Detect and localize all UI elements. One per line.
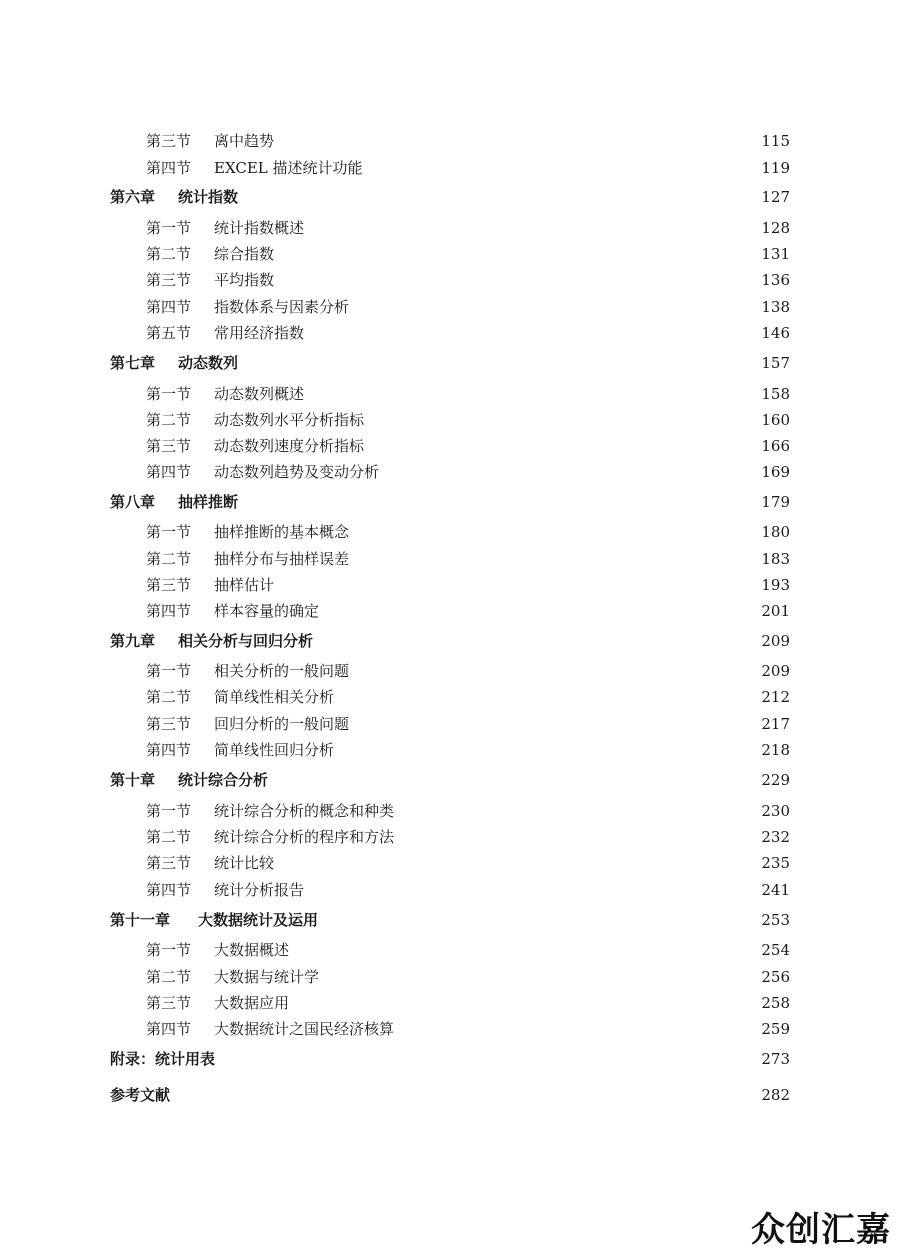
section-number: 第一节 xyxy=(146,385,192,403)
dot-leader xyxy=(370,435,753,457)
toc-section-entry[interactable] xyxy=(0,992,899,1014)
chapter-title: 统计综合分析 xyxy=(178,771,269,789)
section-number: 第二节 xyxy=(146,245,192,263)
section-title: 动态数列趋势及变动分析 xyxy=(214,463,380,481)
page-number: 179 xyxy=(761,493,790,511)
dot-leader xyxy=(221,1048,753,1070)
section-number: 第二节 xyxy=(146,550,192,568)
section-title: 综合指数 xyxy=(214,245,275,263)
toc-section-entry[interactable] xyxy=(0,243,899,265)
page-number: 157 xyxy=(761,354,790,372)
section-number: 第二节 xyxy=(146,968,192,986)
dot-leader xyxy=(310,383,753,405)
page-number: 235 xyxy=(761,854,790,872)
section-number: 第二节 xyxy=(146,828,192,846)
page-number: 232 xyxy=(761,828,790,846)
section-number: 第四节 xyxy=(146,159,192,177)
dot-leader xyxy=(310,879,753,901)
watermark-logo: 众创汇嘉 xyxy=(751,1210,891,1250)
section-number: 第三节 xyxy=(146,437,192,455)
toc-section-entry[interactable] xyxy=(0,600,899,622)
dot-leader xyxy=(280,574,753,596)
toc-section-entry[interactable] xyxy=(0,296,899,318)
section-title: 大数据概述 xyxy=(214,941,290,959)
section-number: 第四节 xyxy=(146,463,192,481)
page-number: 169 xyxy=(761,463,790,481)
dot-leader xyxy=(280,852,753,874)
section-number: 第三节 xyxy=(146,576,192,594)
page-number: 115 xyxy=(761,132,790,150)
section-number: 第四节 xyxy=(146,602,192,620)
section-number: 第一节 xyxy=(146,219,192,237)
dot-leader xyxy=(244,352,753,374)
page-number: 138 xyxy=(761,298,790,316)
dot-leader xyxy=(385,461,753,483)
toc-section-entry[interactable] xyxy=(0,879,899,901)
toc-section-entry[interactable] xyxy=(0,269,899,291)
chapter-title: 统计指数 xyxy=(178,188,239,206)
page-number: 212 xyxy=(761,688,790,706)
toc-section-entry[interactable] xyxy=(0,826,899,848)
toc-chapter-entry[interactable] xyxy=(0,909,899,931)
dot-leader xyxy=(324,909,753,931)
page-number: 136 xyxy=(761,271,790,289)
section-number: 第三节 xyxy=(146,271,192,289)
page-number: 127 xyxy=(761,188,790,206)
toc-section-entry[interactable] xyxy=(0,130,899,152)
page-number: 282 xyxy=(761,1086,790,1104)
section-title: 指数体系与因素分析 xyxy=(214,298,350,316)
toc-section-entry[interactable] xyxy=(0,461,899,483)
dot-leader xyxy=(355,713,753,735)
section-title: 大数据统计之国民经济核算 xyxy=(214,1020,395,1038)
dot-leader xyxy=(295,939,753,961)
dot-leader xyxy=(355,548,753,570)
dot-leader xyxy=(280,130,753,152)
section-title: 统计分析报告 xyxy=(214,881,305,899)
page-number: 158 xyxy=(761,385,790,403)
toc-chapter-entry[interactable] xyxy=(0,352,899,374)
page-number: 254 xyxy=(761,941,790,959)
chapter-title: 动态数列 xyxy=(178,354,239,372)
page-number: 229 xyxy=(761,771,790,789)
dot-leader xyxy=(370,409,753,431)
section-number: 第四节 xyxy=(146,881,192,899)
section-number: 第一节 xyxy=(146,523,192,541)
section-number: 第四节 xyxy=(146,1020,192,1038)
page-number: 256 xyxy=(761,968,790,986)
page-number: 183 xyxy=(761,550,790,568)
dot-leader xyxy=(400,1018,753,1040)
chapter-number: 第十章 xyxy=(110,771,156,789)
page-number: 193 xyxy=(761,576,790,594)
section-number: 第四节 xyxy=(146,741,192,759)
toc-chapter-entry[interactable] xyxy=(0,1048,899,1070)
section-title: EXCEL 描述统计功能 xyxy=(214,159,363,177)
dot-leader xyxy=(310,322,753,344)
section-number: 第三节 xyxy=(146,854,192,872)
page-number: 146 xyxy=(761,324,790,342)
dot-leader xyxy=(325,600,753,622)
dot-leader xyxy=(176,1084,753,1106)
section-title: 相关分析的一般问题 xyxy=(214,662,350,680)
section-number: 第三节 xyxy=(146,715,192,733)
dot-leader xyxy=(400,826,753,848)
dot-leader xyxy=(280,243,753,265)
section-title: 简单线性回归分析 xyxy=(214,741,335,759)
section-title: 大数据应用 xyxy=(214,994,290,1012)
section-number: 第二节 xyxy=(146,688,192,706)
toc-section-entry[interactable] xyxy=(0,217,899,239)
section-title: 常用经济指数 xyxy=(214,324,305,342)
page-number: 218 xyxy=(761,741,790,759)
toc-section-entry[interactable] xyxy=(0,548,899,570)
section-title: 离中趋势 xyxy=(214,132,275,150)
page-number: 258 xyxy=(761,994,790,1012)
page-number: 119 xyxy=(761,159,790,177)
section-title: 回归分析的一般问题 xyxy=(214,715,350,733)
chapter-number: 第六章 xyxy=(110,188,156,206)
page-number: 253 xyxy=(761,911,790,929)
section-title: 动态数列水平分析指标 xyxy=(214,411,365,429)
section-title: 样本容量的确定 xyxy=(214,602,320,620)
chapter-number: 第十一章 xyxy=(110,911,171,929)
toc-section-entry[interactable] xyxy=(0,157,899,179)
dot-leader xyxy=(369,157,753,179)
toc-section-entry[interactable] xyxy=(0,1018,899,1040)
toc-section-entry[interactable] xyxy=(0,435,899,457)
toc-chapter-entry[interactable] xyxy=(0,186,899,208)
section-title: 动态数列概述 xyxy=(214,385,305,403)
section-title: 抽样推断的基本概念 xyxy=(214,523,350,541)
page-number: 230 xyxy=(761,802,790,820)
section-number: 第一节 xyxy=(146,802,192,820)
page-number: 180 xyxy=(761,523,790,541)
page-number: 166 xyxy=(761,437,790,455)
chapter-title: 相关分析与回归分析 xyxy=(178,632,314,650)
dot-leader xyxy=(355,296,753,318)
dot-leader xyxy=(319,630,753,652)
toc-section-entry[interactable] xyxy=(0,939,899,961)
chapter-number: 第七章 xyxy=(110,354,156,372)
section-number: 第三节 xyxy=(146,994,192,1012)
page-number: 241 xyxy=(761,881,790,899)
dot-leader xyxy=(244,186,753,208)
toc-chapter-entry[interactable] xyxy=(0,491,899,513)
dot-leader xyxy=(355,660,753,682)
page-number: 131 xyxy=(761,245,790,263)
section-number: 第五节 xyxy=(146,324,192,342)
toc-chapter-entry[interactable] xyxy=(0,1084,899,1106)
chapter-number: 第八章 xyxy=(110,493,156,511)
dot-leader xyxy=(295,992,753,1014)
section-title: 抽样分布与抽样误差 xyxy=(214,550,350,568)
section-title: 统计综合分析的程序和方法 xyxy=(214,828,395,846)
page-number: 209 xyxy=(761,632,790,650)
toc-section-entry[interactable] xyxy=(0,713,899,735)
toc-chapter-entry[interactable] xyxy=(0,769,899,791)
chapter-title: 大数据统计及运用 xyxy=(198,911,319,929)
toc-chapter-entry[interactable] xyxy=(0,630,899,652)
dot-leader xyxy=(325,966,753,988)
toc-section-entry[interactable] xyxy=(0,383,899,405)
dot-leader xyxy=(340,739,753,761)
dot-leader xyxy=(280,269,753,291)
section-title: 动态数列速度分析指标 xyxy=(214,437,365,455)
section-title: 简单线性相关分析 xyxy=(214,688,335,706)
page-number: 128 xyxy=(761,219,790,237)
chapter-title: 抽样推断 xyxy=(178,493,239,511)
section-title: 统计指数概述 xyxy=(214,219,305,237)
page-number: 201 xyxy=(761,602,790,620)
toc-section-entry[interactable] xyxy=(0,800,899,822)
section-title: 抽样估计 xyxy=(214,576,275,594)
toc-section-entry[interactable] xyxy=(0,322,899,344)
page-number: 160 xyxy=(761,411,790,429)
section-title: 统计比较 xyxy=(214,854,275,872)
page-number: 273 xyxy=(761,1050,790,1068)
toc-section-entry[interactable] xyxy=(0,409,899,431)
toc-section-entry[interactable] xyxy=(0,660,899,682)
toc-section-entry[interactable] xyxy=(0,686,899,708)
chapter-title: 附录：统计用表 xyxy=(110,1050,216,1068)
page-number: 217 xyxy=(761,715,790,733)
section-title: 统计综合分析的概念和种类 xyxy=(214,802,395,820)
dot-leader xyxy=(310,217,753,239)
section-title: 平均指数 xyxy=(214,271,275,289)
toc-section-entry[interactable] xyxy=(0,739,899,761)
section-title: 大数据与统计学 xyxy=(214,968,320,986)
section-number: 第三节 xyxy=(146,132,192,150)
toc-section-entry[interactable] xyxy=(0,852,899,874)
dot-leader xyxy=(274,769,753,791)
toc-section-entry[interactable] xyxy=(0,521,899,543)
section-number: 第二节 xyxy=(146,411,192,429)
dot-leader xyxy=(400,800,753,822)
chapter-number: 第九章 xyxy=(110,632,156,650)
page-number: 259 xyxy=(761,1020,790,1038)
page-number: 209 xyxy=(761,662,790,680)
toc-section-entry[interactable] xyxy=(0,574,899,596)
toc-section-entry[interactable] xyxy=(0,966,899,988)
section-number: 第四节 xyxy=(146,298,192,316)
dot-leader xyxy=(244,491,753,513)
dot-leader xyxy=(340,686,753,708)
section-number: 第一节 xyxy=(146,662,192,680)
dot-leader xyxy=(355,521,753,543)
section-number: 第一节 xyxy=(146,941,192,959)
chapter-title: 参考文献 xyxy=(110,1086,171,1104)
